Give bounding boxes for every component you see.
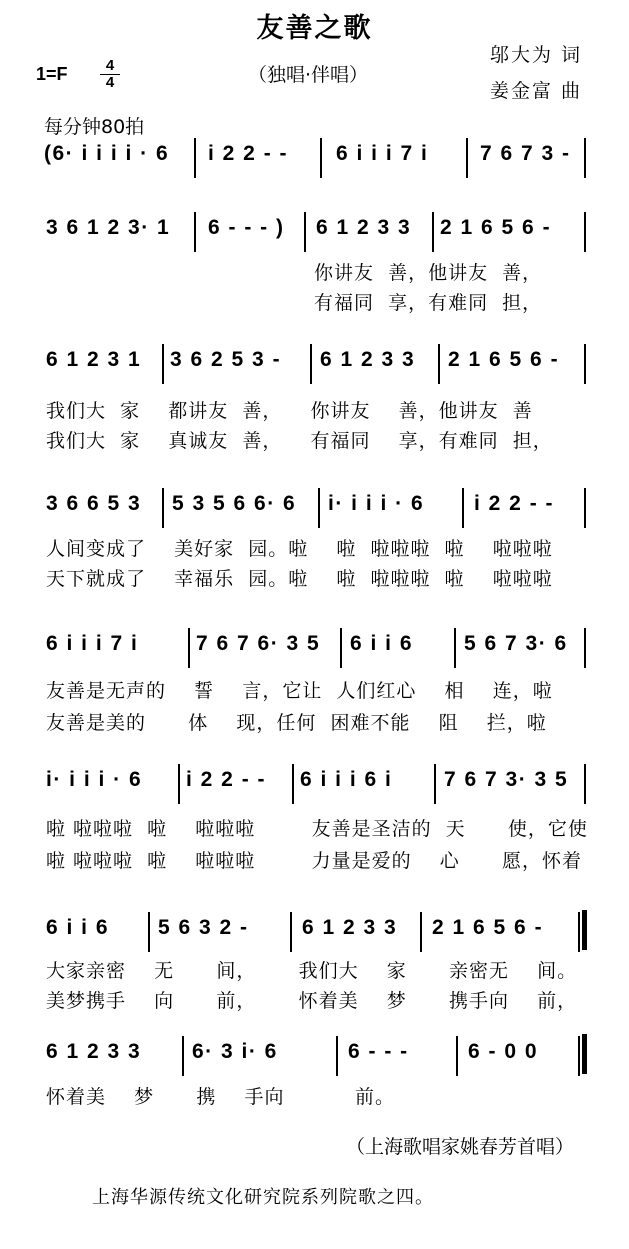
barline <box>188 628 190 668</box>
tempo-marking: 每分钟80拍 <box>44 116 145 138</box>
barline <box>194 212 196 252</box>
barline <box>434 764 436 804</box>
measure-notes: 2 1 6 5 6 - <box>432 916 544 939</box>
lyric-line: 美梦携手 向 前， 怀着美 梦 携手向 前， <box>46 990 578 1012</box>
barline <box>336 1036 338 1076</box>
measure-notes: 5 6 7 3· 6 <box>464 632 568 655</box>
time-denominator: 4 <box>105 74 115 91</box>
lyric-line: 友善是美的 体 现，任何 困难不能 阻 拦，啦 <box>46 712 547 734</box>
footer-note: 上海华源传统文化研究院系列院歌之四。 <box>92 1187 434 1208</box>
barline <box>584 628 586 668</box>
barline <box>340 628 342 668</box>
measure-notes: 2 1 6 5 6 - <box>440 216 552 239</box>
final-barline <box>582 1034 587 1074</box>
final-barline <box>582 910 587 950</box>
barline <box>420 912 422 952</box>
barline <box>578 1036 580 1076</box>
barline <box>584 488 586 528</box>
measure-notes: 6 1 2 3 3 <box>302 916 398 939</box>
measure-notes: 5 6 3 2 - <box>158 916 249 939</box>
measure-notes: i· i i i · 6 <box>46 768 143 791</box>
measure-notes: 6 i i 6 <box>46 916 110 939</box>
measure-notes: 6 i i i 6 i <box>300 768 393 791</box>
performance-note: （独唱·伴唱） <box>248 64 369 86</box>
barline <box>304 212 306 252</box>
premiere-singer-note: （上海歌唱家姚春芳首唱） <box>346 1136 575 1158</box>
barline <box>584 344 586 384</box>
measure-notes: i· i i i · 6 <box>328 492 425 515</box>
measure-notes: 6 1 2 3 3 <box>46 1040 142 1063</box>
lyric-line: 我们大 家 都讲友 善， 你讲友 善，他讲友 善 <box>46 400 533 422</box>
measure-notes: 6 - - - <box>348 1040 409 1063</box>
barline <box>290 912 292 952</box>
lyric-line: 啦 啦啦啦 啦 啦啦啦 友善是圣洁的 天 使，它使 <box>46 818 588 840</box>
barline <box>584 212 586 252</box>
measure-notes: 3 6 1 2 3· 1 <box>46 216 171 239</box>
barline <box>584 764 586 804</box>
lyric-line: 友善是无声的 誓 言，它让 人们红心 相 连，啦 <box>46 680 553 702</box>
measure-notes: (6· i i i i · 6 <box>44 142 170 165</box>
measure-notes: i 2 2 - - <box>208 142 289 165</box>
measure-notes: 6 i i i 7 i <box>336 142 429 165</box>
barline <box>584 138 586 178</box>
measure-notes: 2 1 6 5 6 - <box>448 348 560 371</box>
barline <box>162 344 164 384</box>
barline <box>162 488 164 528</box>
measure-notes: 6 - - - ) <box>208 216 285 239</box>
measure-notes: 7 6 7 6· 3 5 <box>196 632 321 655</box>
time-numerator: 4 <box>100 58 120 75</box>
barline <box>182 1036 184 1076</box>
measure-notes: 6 i i 6 <box>350 632 414 655</box>
composer-credit: 姜金富 曲 <box>490 80 583 102</box>
lyric-line: 天下就成了 幸福乐 园。啦 啦 啦啦啦 啦 啦啦啦 <box>46 568 553 590</box>
measure-notes: 6· 3 i· 6 <box>192 1040 278 1063</box>
barline <box>318 488 320 528</box>
lyricist-credit: 邬大为 词 <box>490 44 583 66</box>
barline <box>292 764 294 804</box>
lyric-line: 有福同 享，有难同 担， <box>314 292 543 314</box>
barline <box>178 764 180 804</box>
barline <box>454 628 456 668</box>
lyric-line: 大家亲密 无 间， 我们大 家 亲密无 间。 <box>46 960 578 982</box>
measure-notes: 6 i i i 7 i <box>46 632 139 655</box>
barline <box>462 488 464 528</box>
barline <box>432 212 434 252</box>
measure-notes: i 2 2 - - <box>474 492 555 515</box>
measure-notes: 6 - 0 0 <box>468 1040 539 1063</box>
lyric-line: 你讲友 善，他讲友 善， <box>314 262 543 284</box>
measure-notes: 5 3 5 6 6· 6 <box>172 492 297 515</box>
barline <box>320 138 322 178</box>
barline <box>456 1036 458 1076</box>
barline <box>310 344 312 384</box>
measure-notes: 3 6 6 5 3 <box>46 492 142 515</box>
measure-notes: 6 1 2 3 3 <box>320 348 416 371</box>
measure-notes: 7 6 7 3· 3 5 <box>444 768 569 791</box>
barline <box>148 912 150 952</box>
barline <box>466 138 468 178</box>
key-signature: 1=F <box>36 64 68 84</box>
barline <box>578 912 580 952</box>
time-signature <box>100 58 120 91</box>
song-title: 友善之歌 <box>256 13 373 44</box>
barline <box>438 344 440 384</box>
measure-notes: 7 6 7 3 - <box>480 142 571 165</box>
measure-notes: i 2 2 - - <box>186 768 267 791</box>
lyric-line: 啦 啦啦啦 啦 啦啦啦 力量是爱的 心 愿，怀着 <box>46 850 582 872</box>
measure-notes: 3 6 2 5 3 - <box>170 348 282 371</box>
barline <box>194 138 196 178</box>
measure-notes: 6 1 2 3 3 <box>316 216 412 239</box>
lyric-line: 人间变成了 美好家 园。啦 啦 啦啦啦 啦 啦啦啦 <box>46 538 553 560</box>
lyric-line: 怀着美 梦 携 手向 前。 <box>46 1086 395 1108</box>
lyric-line: 我们大 家 真诚友 善， 有福同 享，有难同 担， <box>46 430 553 452</box>
measure-notes: 6 1 2 3 1 <box>46 348 142 371</box>
